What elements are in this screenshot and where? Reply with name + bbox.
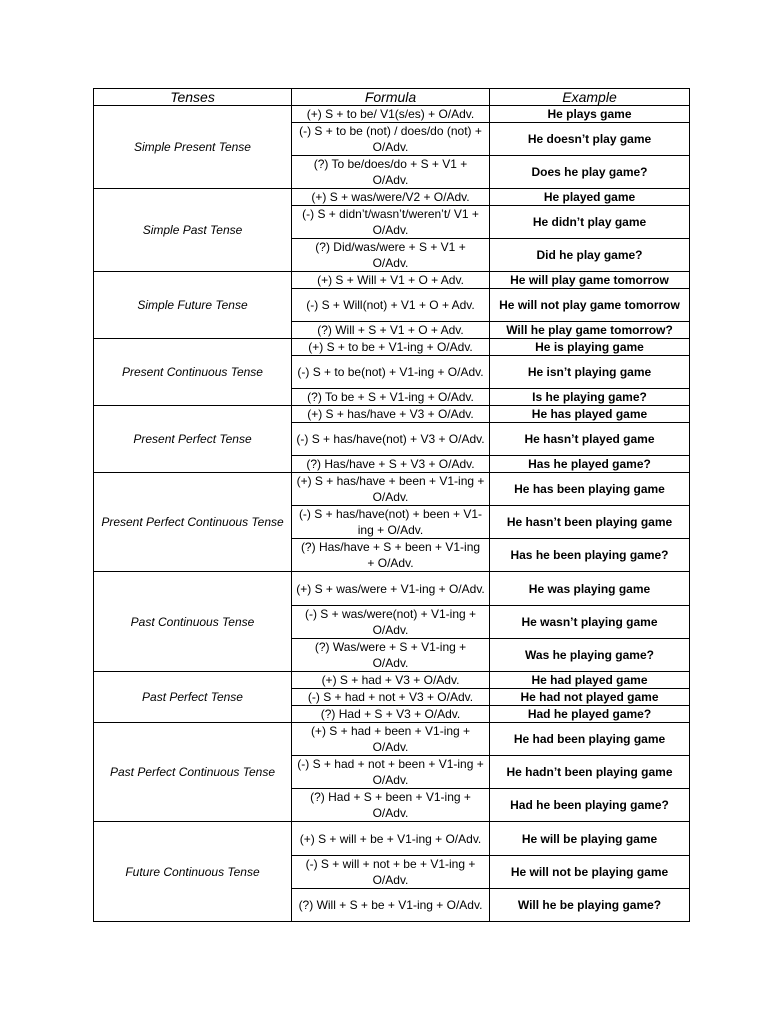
table-body (94, 106, 690, 922)
formula-cell: (+) S + has/have + been + V1-ing + O/Adv. (292, 473, 490, 506)
formula-cell: (+) S + was/were + V1-ing + O/Adv. (292, 572, 490, 606)
example-cell: He had played game (490, 672, 690, 689)
tense-name-cell: Future Continuous Tense (94, 822, 292, 922)
formula-cell: (?) Will + S + be + V1-ing + O/Adv. (292, 889, 490, 922)
example-cell: He played game (490, 189, 690, 206)
table-row (94, 723, 690, 756)
tense-name-cell: Present Continuous Tense (94, 339, 292, 406)
header-formula: Formula (292, 89, 490, 106)
formula-cell: (?) Will + S + V1 + O + Adv. (292, 322, 490, 339)
example-cell: He isn’t playing game (490, 356, 690, 389)
example-cell: He has played game (490, 406, 690, 423)
example-cell: Does he play game? (490, 156, 690, 189)
table-row (94, 189, 690, 206)
formula-cell: (+) S + has/have + V3 + O/Adv. (292, 406, 490, 423)
example-cell: He had not played game (490, 689, 690, 706)
formula-cell: (-) S + has/have(not) + been + V1-ing + O/Adv. (292, 506, 490, 539)
formula-cell: (?) To be/does/do + S + V1 + O/Adv. (292, 156, 490, 189)
example-cell: He hadn’t been playing game (490, 756, 690, 789)
formula-cell: (?) Did/was/were + S + V1 + O/Adv. (292, 239, 490, 272)
table-row (94, 106, 690, 123)
example-cell: He has been playing game (490, 473, 690, 506)
tense-name-cell: Past Continuous Tense (94, 572, 292, 672)
formula-cell: (-) S + Will(not) + V1 + O + Adv. (292, 289, 490, 322)
formula-cell: (+) S + will + be + V1-ing + O/Adv. (292, 822, 490, 856)
example-cell: He will not play game tomorrow (490, 289, 690, 322)
example-cell: Will he play game tomorrow? (490, 322, 690, 339)
tense-name-cell: Present Perfect Continuous Tense (94, 473, 292, 572)
table-row (94, 822, 690, 856)
example-cell: He is playing game (490, 339, 690, 356)
formula-cell: (-) S + had + not + been + V1-ing + O/Adv. (292, 756, 490, 789)
tenses-table (93, 88, 690, 922)
table-row (94, 473, 690, 506)
table-row (94, 672, 690, 689)
formula-cell: (-) S + to be(not) + V1-ing + O/Adv. (292, 356, 490, 389)
table-row (94, 272, 690, 289)
formula-cell: (-) S + has/have(not) + V3 + O/Adv. (292, 423, 490, 456)
tense-name-cell: Simple Present Tense (94, 106, 292, 189)
formula-cell: (-) S + didn’t/wasn’t/weren’t/ V1 + O/Adv. (292, 206, 490, 239)
example-cell: Was he playing game? (490, 639, 690, 672)
formula-cell: (-) S + was/were(not) + V1-ing + O/Adv. (292, 606, 490, 639)
example-cell: He didn’t play game (490, 206, 690, 239)
example-cell: He hasn’t been playing game (490, 506, 690, 539)
formula-cell: (?) Had + S + been + V1-ing + O/Adv. (292, 789, 490, 822)
example-cell: He was playing game (490, 572, 690, 606)
example-cell: He plays game (490, 106, 690, 123)
example-cell: He hasn’t played game (490, 423, 690, 456)
example-cell: Will he be playing game? (490, 889, 690, 922)
example-cell: He wasn’t playing game (490, 606, 690, 639)
formula-cell: (+) S + to be/ V1(s/es) + O/Adv. (292, 106, 490, 123)
header-tenses: Tenses (94, 89, 292, 106)
table-header-row (94, 89, 690, 106)
tense-name-cell: Present Perfect Tense (94, 406, 292, 473)
formula-cell: (+) S + Will + V1 + O + Adv. (292, 272, 490, 289)
table-row (94, 339, 690, 356)
formula-cell: (+) S + had + been + V1-ing + O/Adv. (292, 723, 490, 756)
formula-cell: (?) To be + S + V1-ing + O/Adv. (292, 389, 490, 406)
formula-cell: (+) S + had + V3 + O/Adv. (292, 672, 490, 689)
formula-cell: (?) Has/have + S + V3 + O/Adv. (292, 456, 490, 473)
example-cell: He had been playing game (490, 723, 690, 756)
example-cell: Has he been playing game? (490, 539, 690, 572)
formula-cell: (?) Has/have + S + been + V1-ing + O/Adv. (292, 539, 490, 572)
table-row (94, 406, 690, 423)
example-cell: He will play game tomorrow (490, 272, 690, 289)
example-cell: He will not be playing game (490, 856, 690, 889)
formula-cell: (-) S + will + not + be + V1-ing + O/Adv. (292, 856, 490, 889)
example-cell: Had he played game? (490, 706, 690, 723)
example-cell: Had he been playing game? (490, 789, 690, 822)
formula-cell: (-) S + had + not + V3 + O/Adv. (292, 689, 490, 706)
formula-cell: (?) Was/were + S + V1-ing + O/Adv. (292, 639, 490, 672)
formula-cell: (?) Had + S + V3 + O/Adv. (292, 706, 490, 723)
formula-cell: (-) S + to be (not) / does/do (not) + O/Adv. (292, 123, 490, 156)
formula-cell: (+) S + was/were/V2 + O/Adv. (292, 189, 490, 206)
tense-name-cell: Simple Future Tense (94, 272, 292, 339)
header-example: Example (490, 89, 690, 106)
table-row (94, 572, 690, 606)
example-cell: Did he play game? (490, 239, 690, 272)
formula-cell: (+) S + to be + V1-ing + O/Adv. (292, 339, 490, 356)
example-cell: Is he playing game? (490, 389, 690, 406)
example-cell: He will be playing game (490, 822, 690, 856)
tense-name-cell: Past Perfect Continuous Tense (94, 723, 292, 822)
example-cell: He doesn’t play game (490, 123, 690, 156)
example-cell: Has he played game? (490, 456, 690, 473)
tense-name-cell: Past Perfect Tense (94, 672, 292, 723)
tense-name-cell: Simple Past Tense (94, 189, 292, 272)
